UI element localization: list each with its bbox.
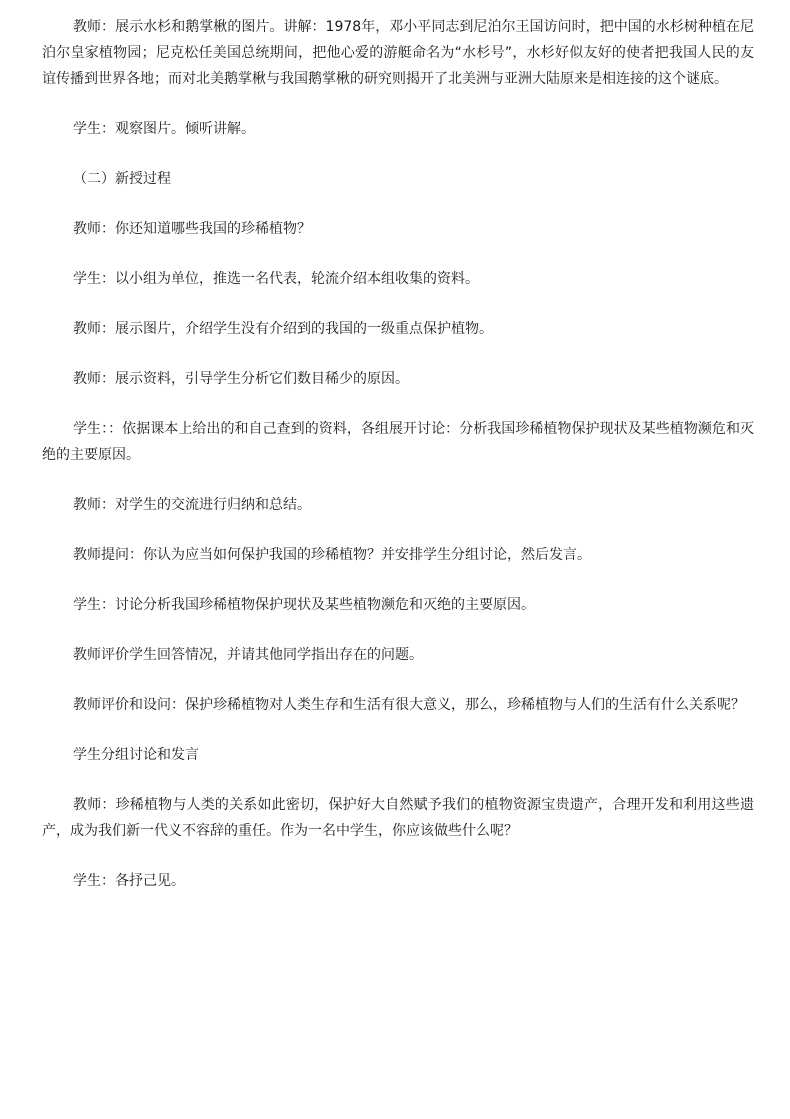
paragraph-student-discussion: 学生：：依据课本上给出的和自己查到的资料，各组展开讨论：分析我国珍稀植物保护现状及某些植物濒危和灭绝的主要原因。 xyxy=(42,421,754,463)
paragraph-student-observe: 学生：观察图片。倾听讲解。 xyxy=(73,121,255,137)
paragraph-teacher-summary: 教师：对学生的交流进行归纳和总结。 xyxy=(73,497,311,513)
document-body xyxy=(42,14,754,918)
paragraph-teacher-evaluate-question: 教师评价和设问：保护珍稀植物对人类生存和生活有很大意义，那么，珍稀植物与人们的生活有什么关系呢？ xyxy=(73,697,745,713)
paragraph-student-group-speak: 学生分组讨论和发言 xyxy=(73,747,199,763)
section-heading-new-lesson: （二）新授过程 xyxy=(73,171,171,187)
paragraph-student-opinions: 学生：各抒己见。 xyxy=(73,873,185,889)
paragraph-student-group-report: 学生：以小组为单位，推选一名代表，轮流介绍本组收集的资料。 xyxy=(73,271,479,287)
paragraph-teacher-guide-analysis: 教师：展示资料，引导学生分析它们数目稀少的原因。 xyxy=(73,371,409,387)
paragraph-teacher-evaluate: 教师评价学生回答情况，并请其他同学指出存在的问题。 xyxy=(73,647,423,663)
paragraph-teacher-question-rare-plants: 教师：你还知道哪些我国的珍稀植物？ xyxy=(73,221,311,237)
paragraph-teacher-ask-protection: 教师提问：你认为应当如何保护我国的珍稀植物？并安排学生分组讨论，然后发言。 xyxy=(73,547,591,563)
paragraph-teacher-responsibility: 教师：珍稀植物与人类的关系如此密切，保护好大自然赋予我们的植物资源宝贵遗产，合理开发和利用这些遗产，成为我们新一代义不容辞的重任。作为一名中学生，你应该做些什么呢？ xyxy=(42,797,754,839)
paragraph-teacher-show-protected-plants: 教师：展示图片，介绍学生没有介绍到的我国的一级重点保护植物。 xyxy=(73,321,493,337)
paragraph-teacher-show-pictures: 教师：展示水杉和鹅掌楸的图片。讲解：1978年，邓小平同志到尼泊尔王国访问时，把中国的水杉树种植在尼泊尔皇家植物园；尼克松任美国总统期间，把他心爱的游艇命名为“水杉号”，水杉好似友好的使者把我国人民的友谊传播到世界各地；而对北美鹅掌楸与我国鹅掌楸的研究则揭开了北美洲与亚洲大陆原来是相连接的这个谜底。 xyxy=(42,19,754,87)
paragraph-student-analysis: 学生：讨论分析我国珍稀植物保护现状及某些植物濒危和灭绝的主要原因。 xyxy=(73,597,535,613)
